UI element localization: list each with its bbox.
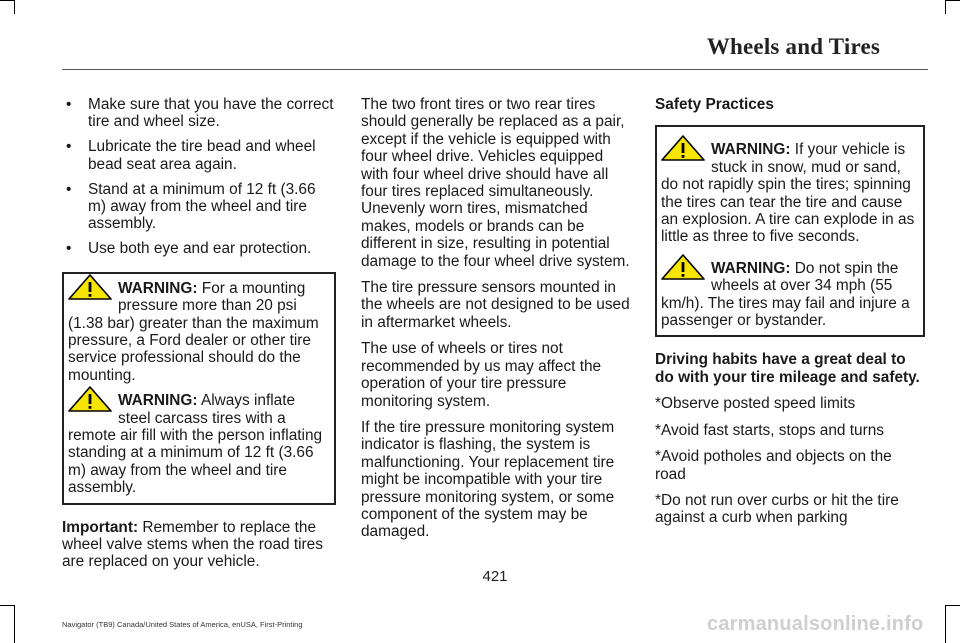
warning-triangle-icon xyxy=(68,274,112,300)
procedure-bullet-list xyxy=(62,96,336,258)
warning-box xyxy=(62,272,336,505)
list-item: • Lubricate the tire bead and wheel bead seat area again. xyxy=(66,138,316,173)
crop-mark-top-right-h xyxy=(946,0,960,1)
crop-mark-bottom-left-h xyxy=(0,605,14,606)
page-number: 421 xyxy=(482,568,508,585)
list-item: • Make sure that you have the correct tire and wheel size. xyxy=(66,96,334,131)
warning-label: WARNING: xyxy=(711,141,791,159)
warning-label: WARNING: xyxy=(711,259,791,277)
crop-mark-top-left-h xyxy=(0,0,14,1)
important-text: Remember to replace the wheel valve stems when the road tires are replaced on your vehicle. xyxy=(62,518,323,571)
important-label: Important: xyxy=(62,518,139,536)
crop-mark-bottom-left-v xyxy=(14,605,15,643)
warning-triangle-icon xyxy=(661,254,705,280)
warning-text: If your vehicle is stuck in snow, mud or sand, do not rapidly spin the tires; spinning the tires can tear the tire and cause an explosion. A tire can explode in as little as three to five seconds. xyxy=(661,141,915,246)
column-1 xyxy=(62,96,336,580)
crop-mark-top-right-v xyxy=(945,0,946,14)
warning-triangle-icon xyxy=(661,135,705,161)
warning-label: WARNING: xyxy=(118,392,198,410)
column-2 xyxy=(361,96,633,550)
title-divider xyxy=(62,69,928,70)
page-title: Wheels and Tires xyxy=(706,34,880,59)
column-3 xyxy=(655,96,925,536)
list-item: • Stand at a minimum of 12 ft (3.66 m) away from the wheel and tire assembly. xyxy=(66,180,316,233)
warning-label: WARNING: xyxy=(118,279,198,297)
warning-box xyxy=(655,125,925,337)
section-subheading: Driving habits have a great deal to do with your tire mileage and safety. xyxy=(655,351,920,386)
warning-text: For a mounting pressure more than 20 psi (1.38 bar) greater than the maximum pressure, a Ford dealer or other tire service professional should do the mounting. xyxy=(68,279,319,384)
paragraph: The use of wheels or tires not recommended by us may affect the operation of your tire pressure monitoring system. xyxy=(361,340,602,410)
warning-text: Do not spin the wheels at over 34 mph (55 km/h). The tires may fail and injure a passenger or bystander. xyxy=(661,259,910,330)
warning-item xyxy=(661,141,919,245)
tip-item: *Do not run over curbs or hit the tire against a curb when parking xyxy=(655,491,899,527)
list-item: • Use both eye and ear protection. xyxy=(66,240,312,258)
crop-mark-bottom-right-v xyxy=(945,605,946,643)
footer-edition-text: Navigator (TB9) Canada/United States of America, enUSA, First-Printing xyxy=(62,620,303,629)
tip-item: *Avoid potholes and objects on the road xyxy=(655,448,892,483)
paragraph: The tire pressure sensors mounted in the wheels are not designed to be used in aftermarket wheels. xyxy=(361,279,630,331)
warning-item xyxy=(68,280,330,384)
section-heading: Safety Practices xyxy=(655,96,774,113)
crop-mark-top-left-v xyxy=(14,0,15,14)
tip-item: *Observe posted speed limits xyxy=(655,395,856,413)
warning-triangle-icon xyxy=(68,386,112,412)
warning-text: Always inflate steel carcass tires with a remote air fill with the person inflating standing at a minimum of 12 ft (3.66 m) away from the wheel and tire assembly. xyxy=(68,392,323,497)
watermark: carmanualsonline.info xyxy=(707,613,924,635)
tip-item: *Avoid fast starts, stops and turns xyxy=(655,421,884,439)
crop-mark-bottom-right-h xyxy=(946,605,960,606)
warning-item xyxy=(68,392,330,496)
important-note xyxy=(62,519,336,571)
paragraph: If the tire pressure monitoring system indicator is flashing, the system is malfunctioning. Your replacement tire might be incompatible with your tire pressure monitoring system, or some component of the system may be damaged. xyxy=(361,418,615,541)
paragraph: The two front tires or two rear tires should generally be replaced as a pair, except if the vehicle is equipped with four wheel drive. Vehicles equipped with four wheel drive should have all four tires replaced simultaneously. Unevenly worn tires, mismatched makes, models or brands can be different in size, resulting in potential damage to the four wheel drive system. xyxy=(361,96,630,270)
warning-item xyxy=(661,260,919,330)
